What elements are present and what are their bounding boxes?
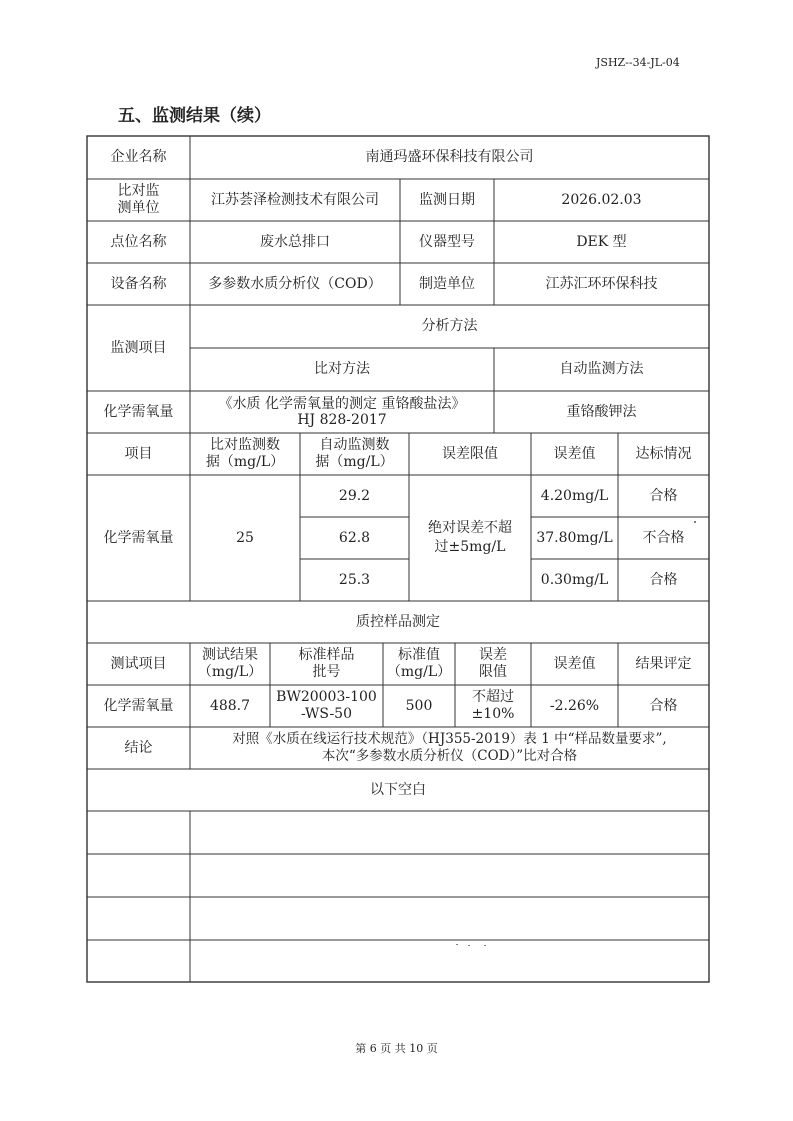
qc-col-limit — [455, 643, 531, 685]
scan-speck — [484, 945, 486, 946]
error-limit — [409, 475, 531, 601]
qc-col-item: 测试项目 — [110, 655, 167, 672]
qc-col-std-line-1: 标准值 — [398, 647, 440, 664]
auto-method: 重铬酸钾法 — [566, 403, 637, 420]
col-compare-data-line-1: 比对监测数 — [210, 437, 280, 454]
qc-col-batch-line-1: 标准样品 — [298, 647, 355, 664]
qc-limit-line-1: 不超过 — [472, 689, 514, 706]
qc-col-eval: 结果评定 — [635, 655, 692, 672]
compare-method-line-2: HJ 828-2017 — [297, 412, 387, 428]
qc-col-std-line-2: （mg/L） — [386, 664, 452, 680]
qc-batch-line-1: BW20003-100 — [276, 689, 377, 706]
page-footer: 第 6 页 共 10 页 — [355, 1042, 438, 1055]
point-value: 废水总排口 — [260, 233, 330, 250]
compare-method-header: 比对方法 — [314, 361, 370, 378]
row-item: 化学需氧量 — [103, 529, 174, 546]
scan-speck — [456, 944, 458, 945]
qc-title: 质控样品测定 — [356, 613, 440, 630]
qc-col-std — [383, 643, 455, 685]
section-heading: 五、监测结果（续） — [118, 106, 271, 126]
maker-label: 制造单位 — [419, 275, 475, 292]
unit-label-line-2: 测单位 — [117, 200, 160, 216]
scan-speck — [694, 521, 696, 523]
col-compare-data-line-2: 据（mg/L） — [205, 454, 285, 470]
conclusion-text — [190, 727, 709, 769]
col-limit: 误差限值 — [442, 445, 498, 462]
unit-label — [87, 179, 190, 221]
error-limit-line-1: 绝对误差不超 — [428, 520, 512, 537]
col-auto-data-line-1: 自动监测数 — [319, 437, 390, 454]
auto-value: 29.2 — [338, 487, 371, 504]
qc-limit-line-2: ±10% — [471, 706, 515, 722]
auto-method-header: 自动监测方法 — [559, 361, 644, 378]
company-label: 企业名称 — [110, 149, 167, 166]
compare-value: 25 — [236, 529, 254, 546]
auto-value: 62.8 — [338, 529, 371, 546]
col-auto-data — [300, 433, 409, 475]
qc-col-error: 误差值 — [553, 655, 596, 672]
status-value: 合格 — [649, 487, 678, 504]
qc-batch — [270, 685, 383, 727]
compare-method-line-1: 《水质 化学需氧量的测定 重铬酸盐法》 — [218, 395, 466, 412]
date-label: 监测日期 — [419, 191, 475, 208]
status-value: 不合格 — [642, 529, 685, 546]
item-label: 监测项目 — [110, 339, 167, 356]
qc-col-batch-line-2: 批号 — [312, 664, 341, 680]
qc-result: 488.7 — [209, 697, 251, 714]
qc-item: 化学需氧量 — [103, 697, 174, 714]
col-auto-data-line-2: 据（mg/L） — [315, 454, 394, 470]
conclusion-line-2: 本次“多参数水质分析仪（COD）”比对合格 — [321, 748, 578, 764]
qc-limit — [455, 685, 531, 727]
error-limit-line-2: 过±5mg/L — [434, 539, 506, 555]
qc-col-limit-line-2: 限值 — [479, 664, 507, 680]
scan-speck — [468, 945, 470, 946]
col-item: 项目 — [124, 445, 153, 462]
maker-value: 江苏汇环环保科技 — [545, 275, 658, 292]
method-header: 分析方法 — [421, 318, 478, 335]
cod-label: 化学需氧量 — [103, 403, 174, 420]
unit-label-line-1: 比对监 — [117, 183, 160, 200]
error-value: 37.80mg/L — [536, 529, 613, 546]
model-label: 仪器型号 — [419, 233, 475, 250]
qc-error: -2.26% — [549, 697, 600, 714]
col-status: 达标情况 — [635, 445, 692, 462]
qc-col-result-line-1: 测试结果 — [202, 647, 258, 664]
point-label: 点位名称 — [110, 233, 167, 250]
document-number: JSHZ--34-JL-04 — [596, 56, 680, 69]
qc-col-batch — [270, 643, 383, 685]
auto-value: 25.3 — [338, 571, 371, 588]
col-error: 误差值 — [553, 445, 596, 462]
col-compare-data — [190, 433, 300, 475]
compare-method — [190, 391, 494, 433]
unit-value: 江苏荟泽检测技术有限公司 — [211, 191, 379, 208]
qc-eval: 合格 — [649, 697, 678, 714]
error-value: 4.20mg/L — [540, 487, 609, 504]
error-value: 0.30mg/L — [540, 571, 609, 588]
model-value: DEK 型 — [576, 233, 627, 250]
device-value: 多参数水质分析仪（COD） — [208, 275, 382, 292]
qc-std: 500 — [405, 697, 433, 714]
blank-note: 以下空白 — [370, 781, 426, 798]
company-value: 南通玛盛环保科技有限公司 — [365, 149, 534, 166]
device-label: 设备名称 — [110, 275, 167, 292]
date-value: 2026.02.03 — [561, 191, 642, 208]
conclusion-label: 结论 — [124, 739, 153, 756]
status-value: 合格 — [649, 571, 678, 588]
qc-col-limit-line-1: 误差 — [479, 647, 507, 664]
qc-col-result-line-2: （mg/L） — [197, 664, 263, 680]
qc-batch-line-2: -WS-50 — [300, 706, 352, 722]
qc-col-result — [190, 643, 270, 685]
conclusion-line-1: 对照《水质在线运行技术规范》（HJ355-2019）表 1 中“样品数量要求”, — [232, 731, 667, 748]
